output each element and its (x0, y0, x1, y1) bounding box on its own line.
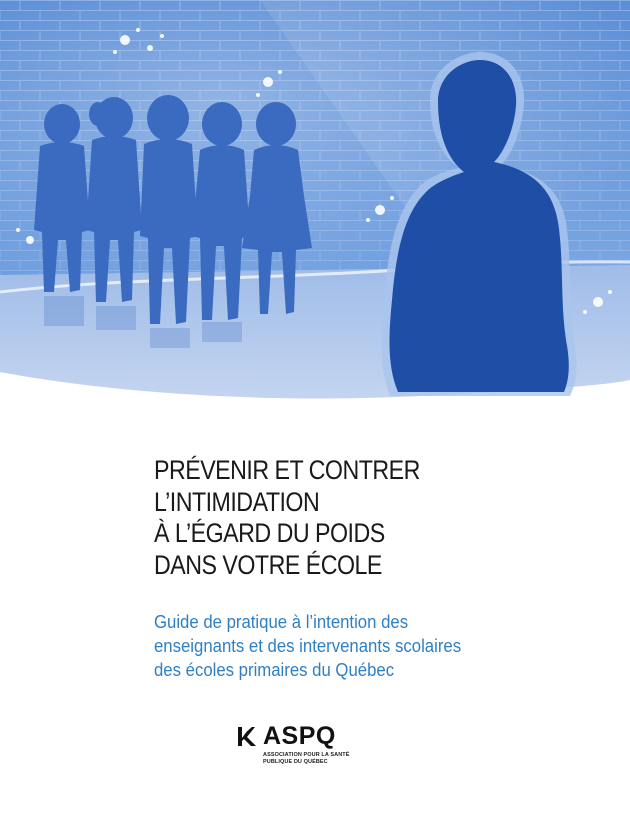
logo-tagline (263, 752, 350, 766)
subtitle-line: Guide de pratique à l’intention des (154, 612, 409, 632)
logo-tagline-line: ASSOCIATION POUR LA SANTÉ (263, 752, 350, 758)
subtitle-line: enseignants et des intervenants scolaires (154, 636, 462, 656)
title-line: DANS VOTRE ÉCOLE (154, 549, 382, 580)
title-block (154, 455, 594, 581)
title-line: À L’ÉGARD DU POIDS (154, 518, 385, 548)
subtitle-block (154, 610, 594, 682)
aspq-logo (236, 724, 366, 784)
title-line: PRÉVENIR ET CONTRER (154, 455, 420, 485)
subtitle-line: des écoles primaires du Québec (154, 660, 395, 680)
logo-name: ASPQ (263, 722, 336, 750)
logo-tagline-line: PUBLIQUE DU QUÉBEC (263, 759, 328, 765)
aspq-logo-mark-icon (236, 724, 260, 748)
title-line: L’INTIMIDATION (154, 486, 320, 517)
